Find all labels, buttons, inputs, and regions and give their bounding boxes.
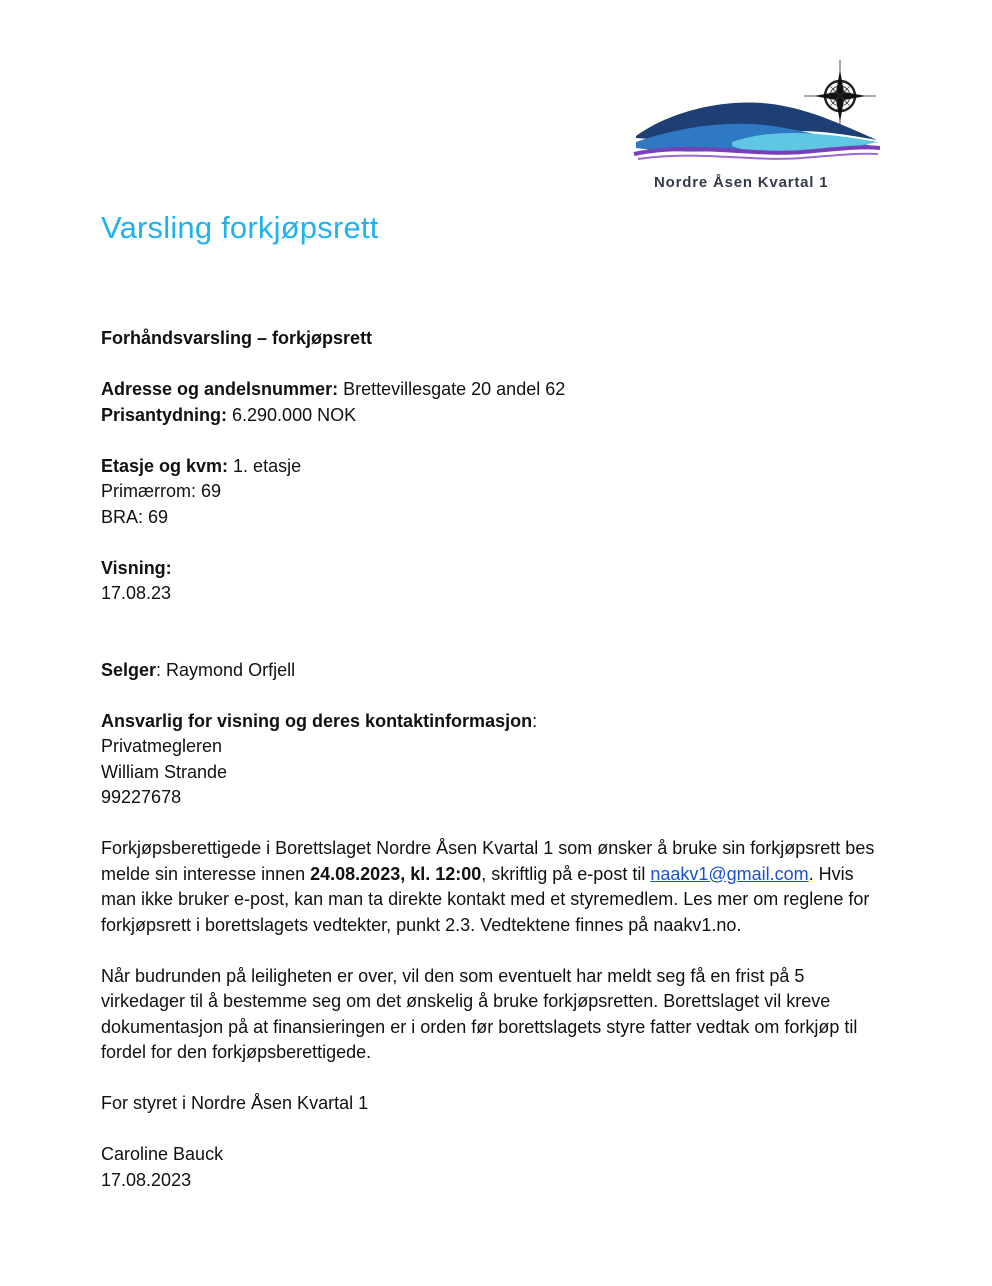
signature-date: 17.08.2023 [101,1169,192,1190]
price-label: Prisantydning: [101,404,228,425]
address-value: Brettevillesgate 20 andel 62 [338,379,566,399]
seller-line [101,658,891,684]
bidding-paragraph: Når budrunden på leiligheten er over, vil den som eventuelt har meldt seg få en frist på 5 virkedager til å bestemme seg om det ønskelig å bruke forkjøpsretten. Borettslaget vil kreve dokumentasjon på at finansieringen er i orden før borettslagets styre fatter vedtak om forkjøp til fordel for den forkjøpsberettigede. [101,965,858,1062]
primary-room-line: Primærrom: 69 [101,481,222,501]
floor-value: 1. etasje [228,455,302,476]
address-line [101,377,891,403]
responsible-phone: 99227678 [101,787,182,807]
responsible-label: Ansvarlig for visning og deres kontaktinformasjon [101,710,533,731]
responsible-person: William Strande [101,761,228,782]
responsible-heading: Ansvarlig for visning og deres kontaktinformasjon: [101,710,538,731]
floor-label: Etasje og kvm: [101,455,229,476]
bra-line: BRA: 69 [101,506,169,527]
seller-value: : Raymond Orfjell [156,659,296,680]
signature-name: Caroline Bauck [101,1144,224,1164]
logo [632,58,884,198]
page-title: Varsling forkjøpsrett [101,210,379,245]
responsible-company: Privatmegleren [101,736,223,756]
email-link[interactable]: naakv1@gmail.com [650,863,809,884]
price-line [101,403,891,429]
price-value: 6.290.000 NOK [227,404,357,425]
floor-line [101,454,891,480]
sign-off: For styret i Nordre Åsen Kvartal 1 [101,1093,369,1113]
deadline: 24.08.2023, kl. 12:00 [310,863,482,884]
compass-wave-logo-graphic [632,58,884,173]
logo-text: Nordre Åsen Kvartal 1 [654,174,829,191]
document-body [101,326,891,1193]
address-label: Adresse og andelsnummer: [101,379,339,399]
preemption-paragraph: Forkjøpsberettigede i Borettslaget Nordre Åsen Kvartal 1 som ønsker å bruke sin forkjøpsrett bes melde sin interesse innen 24.08.2023, kl. 12:00, skriftlig på e-post til naakv1@gmail.com. Hvis man ikke bruker e-post, kan man ta direkte kontakt med et styremedlem. Les mer om reglene for forkjøpsrett i borettslagets vedtekter, punkt 2.3. Vedtektene finnes på naakv1.no. [101,838,875,935]
viewing-date: 17.08.23 [101,583,172,603]
seller-label: Selger [101,659,157,680]
viewing-label: Visning: [101,557,172,578]
section-heading: Forhåndsvarsling – forkjøpsrett [101,328,373,348]
